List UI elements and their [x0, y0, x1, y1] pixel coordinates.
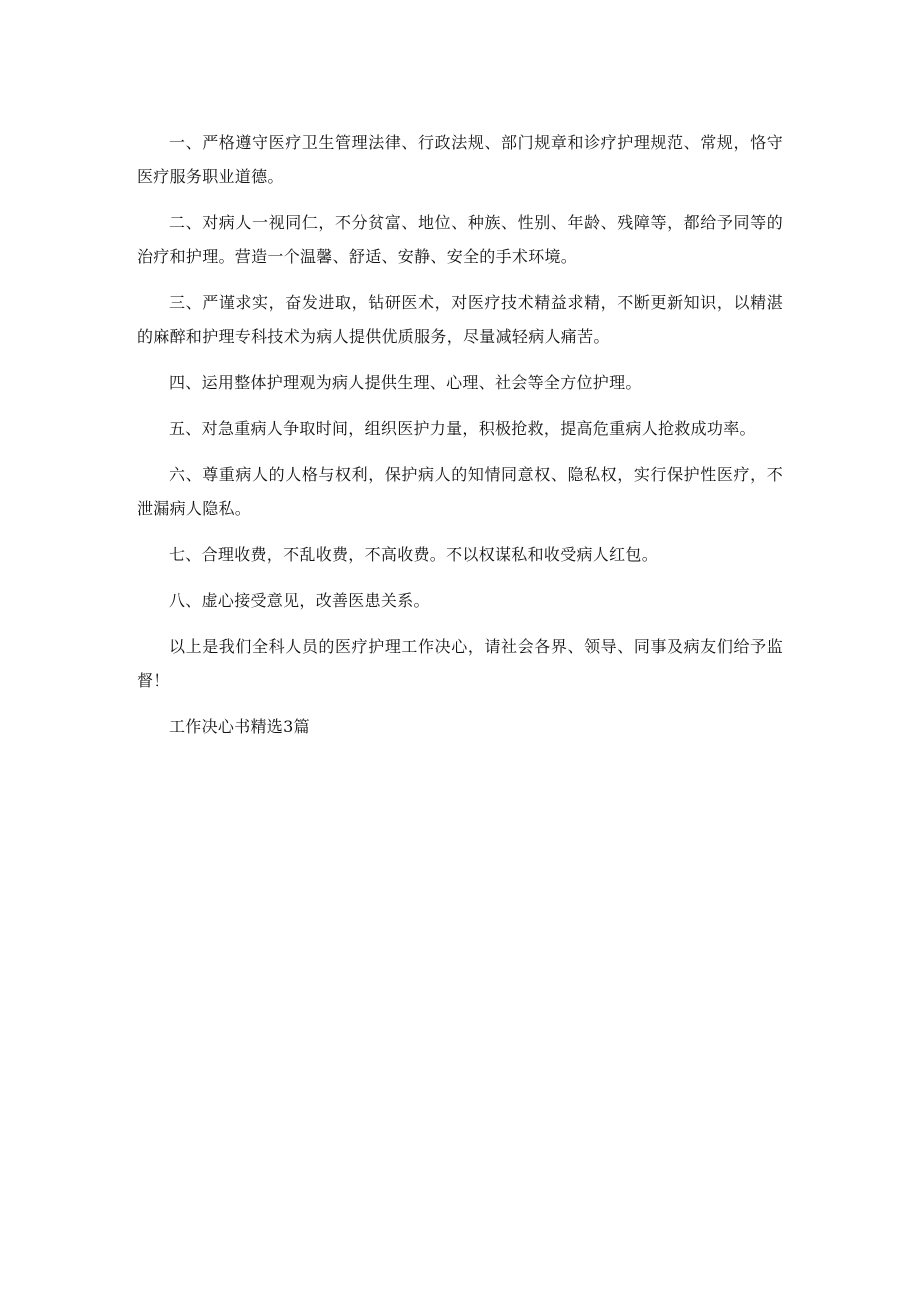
- paragraph-2: 二、对病人一视同仁，不分贫富、地位、种族、性别、年龄、残障等，都给予同等的治疗和护理。营造一个温馨、舒适、安静、安全的手术环境。: [137, 213, 783, 266]
- paragraph-1: 一、严格遵守医疗卫生管理法律、行政法规、部门规章和诊疗护理规范、常规，恪守医疗服务职业道德。: [137, 133, 783, 186]
- section-title: 工作决心书精选3篇: [169, 717, 310, 736]
- paragraph-4: 四、运用整体护理观为病人提供生理、心理、社会等全方位护理。: [169, 373, 642, 392]
- paragraph-3: 三、严谨求实，奋发进取，钻研医术，对医疗技术精益求精，不断更新知识，以精湛的麻醉和护理专科技术为病人提供优质服务，尽量减轻病人痛苦。: [137, 293, 783, 346]
- paragraph-8: 八、虚心接受意见，改善医患关系。: [169, 591, 430, 610]
- document-body: [137, 126, 783, 756]
- paragraph-5: 五、对急重病人争取时间，组织医护力量，积极抢救，提高危重病人抢救成功率。: [169, 419, 756, 438]
- paragraph-6: 六、尊重病人的人格与权利，保护病人的知情同意权、隐私权，实行保护性医疗，不泄漏病人隐私。: [137, 465, 783, 518]
- paragraph-7: 七、合理收费，不乱收费，不高收费。不以权谋私和收受病人红包。: [169, 545, 659, 564]
- paragraph-9: 以上是我们全科人员的医疗护理工作决心，请社会各界、领导、同事及病友们给予监督！: [137, 637, 783, 690]
